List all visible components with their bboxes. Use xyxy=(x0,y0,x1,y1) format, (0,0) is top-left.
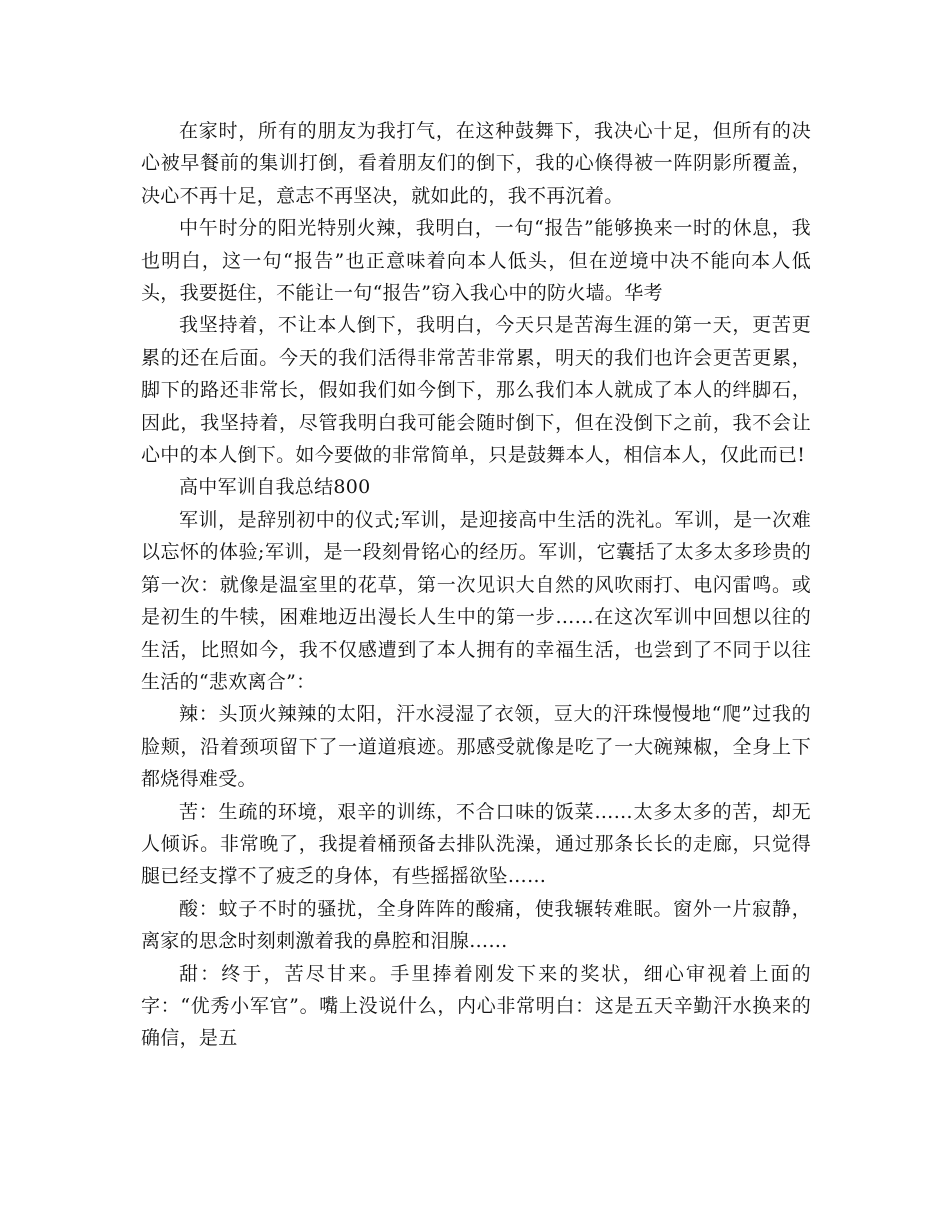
paragraph-sweet: 甜：终于，苦尽甘来。手里捧着刚发下来的奖状，细心审视着上面的字：“优秀小军官”。嘴上没说什么，内心非常明白：这是五天辛勤汗水换来的确信，是五 xyxy=(141,962,811,1050)
paragraph-military-training: 军训，是辞别初中的仪式;军训，是迎接高中生活的洗礼。军训，是一次难以忘怀的体验;军训，是一段刻骨铭心的经历。军训，它囊括了太多太多珍贵的第一次：就像是温室里的花草，第一次见识大自然的风吹雨打、电闪雷鸣。或是初生的牛犊，困难地迈出漫长人生中的第一步……在这次军训中回想以往的生活，比照如今，我不仅感遭到了本人拥有的幸福生活，也尝到了不同于以往生活的“悲欢离合”： xyxy=(141,508,811,693)
document-body xyxy=(141,115,811,1055)
paragraph-spicy: 辣：头顶火辣辣的太阳，汗水浸湿了衣领，豆大的汗珠慢慢地“爬”过我的脸颊，沿着颈项留下了一道道痕迹。那感受就像是吃了一大碗辣椒，全身上下都烧得难受。 xyxy=(141,703,811,791)
paragraph-home-encouragement: 在家时，所有的朋友为我打气，在这种鼓舞下，我决心十足，但所有的决心被早餐前的集训打倒，看着朋友们的倒下，我的心倏得被一阵阴影所覆盖，决心不再十足，意志不再坚决，就如此的，我不再沉着。 xyxy=(141,120,811,207)
paragraph-bitter: 苦：生疏的环境，艰辛的训练，不合口味的饭菜……太多太多的苦，却无人倾诉。非常晚了，我提着桶预备去排队洗澡，通过那条长长的走廊，只觉得腿已经支撑不了疲乏的身体，有些摇摇欲坠…… xyxy=(141,800,811,888)
paragraph-sour: 酸：蚊子不时的骚扰，全身阵阵的酸痛，使我辗转难眠。窗外一片寂静，离家的思念时刻刺激着我的鼻腔和泪腺…… xyxy=(141,897,811,953)
paragraph-persist: 我坚持着，不让本人倒下，我明白，今天只是苦海生涯的第一天，更苦更累的还在后面。今天的我们活得非常苦非常累，明天的我们也许会更苦更累，脚下的路还非常长，假如我们如今倒下，那么我们本人就成了本人的绊脚石，因此，我坚持着，尽管我明白我可能会随时倒下，但在没倒下之前，我不会让心中的本人倒下。如今要做的非常简单，只是鼓舞本人，相信本人，仅此而已! xyxy=(141,314,811,467)
section-heading: 高中军训自我总结800 xyxy=(179,476,371,499)
paragraph-noon-sun: 中午时分的阳光特别火辣，我明白，一句“报告”能够换来一时的休息，我也明白，这一句“报告”也正意味着向本人低头，但在逆境中决不能向本人低头，我要挺住，不能让一句“报告”窃入我心中的防火墙。华考 xyxy=(141,217,811,305)
